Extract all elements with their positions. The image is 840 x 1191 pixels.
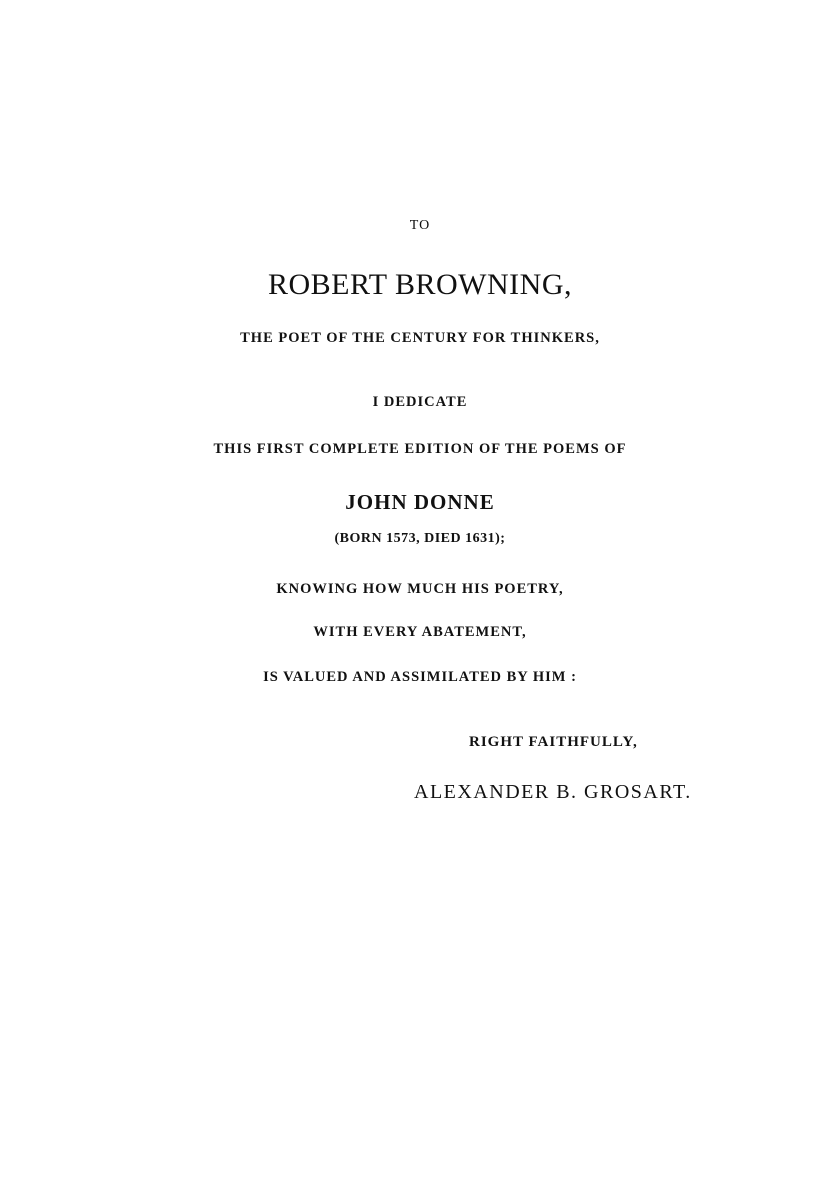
author-dates: (BORN 1573, DIED 1631);: [334, 531, 506, 546]
closing-line: RIGHT FAITHFULLY,: [469, 734, 638, 750]
edition-line: THIS FIRST COMPLETE EDITION OF THE POEMS OF: [213, 441, 627, 457]
recipient-subtitle: THE POET OF THE CENTURY FOR THINKERS,: [240, 330, 600, 346]
i-dedicate-line: I DEDICATE: [372, 394, 468, 410]
abatement-line: WITH EVERY ABATEMENT,: [313, 624, 527, 640]
recipient-name: ROBERT BROWNING,: [268, 268, 572, 301]
valued-line: IS VALUED AND ASSIMILATED BY HIM :: [263, 669, 577, 685]
dedication-to: TO: [409, 218, 431, 233]
knowing-line: KNOWING HOW MUCH HIS POETRY,: [276, 581, 564, 597]
signature-name: ALEXANDER B. GROSART.: [414, 781, 692, 803]
author-name: JOHN DONNE: [345, 490, 495, 514]
